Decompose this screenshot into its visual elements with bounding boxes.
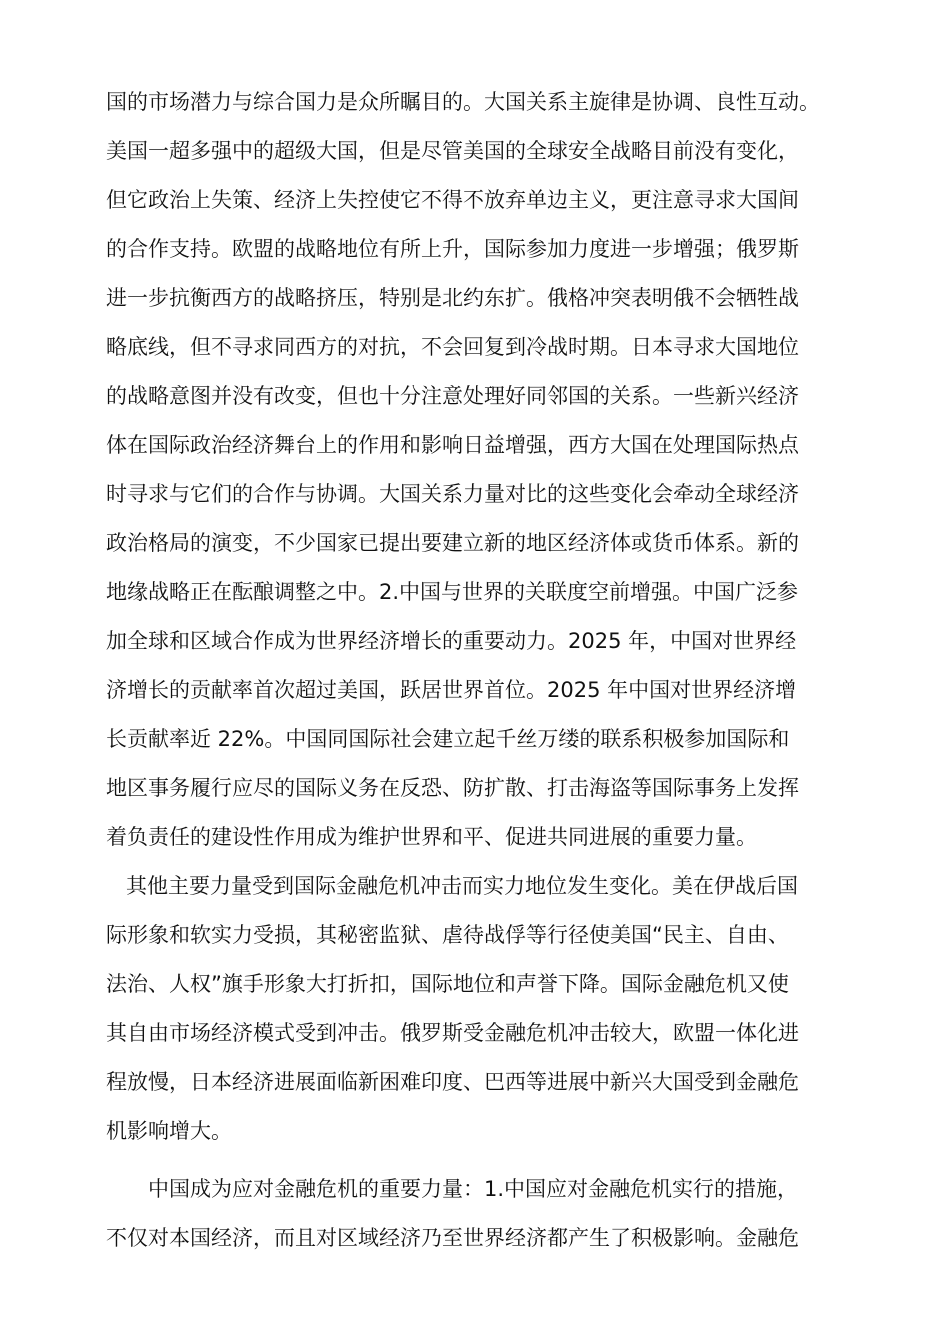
text-line: 政治格局的演变，不少国家已提出要建立新的地区经济体或货币体系。新的 <box>106 531 799 555</box>
paragraph-first-line: 中国成为应对金融危机的重要力量：1.中国应对金融危机实行的措施， <box>148 1177 799 1201</box>
text-line: 济增长的贡献率首次超过美国，跃居世界首位。2025 年中国对世界经济增 <box>106 678 797 702</box>
text-line: 的合作支持。欧盟的战略地位有所上升，国际参加力度进一步增强；俄罗斯 <box>106 237 799 261</box>
text-line: 程放慢，日本经济进展面临新困难印度、巴西等进展中新兴大国受到金融危 <box>106 1070 799 1094</box>
paragraph-first-line: 其他主要力量受到国际金融危机冲击而实力地位发生变化。美在伊战后国 <box>126 874 798 898</box>
text-line: 际形象和软实力受损，其秘密监狱、虐待战俘等行径使美国“民主、自由、 <box>106 923 789 947</box>
text-line: 体在国际政治经济舞台上的作用和影响日益增强，西方大国在处理国际热点 <box>106 433 799 457</box>
text-line: 地缘战略正在酝酿调整之中。2.中国与世界的关联度空前增强。中国广泛参 <box>106 580 799 604</box>
text-line: 略底线，但不寻求同西方的对抗，不会回复到冷战时期。日本寻求大国地位 <box>106 335 799 359</box>
text-line: 机影响增大。 <box>106 1119 232 1143</box>
text-line: 长贡献率近 22%。中国同国际社会建立起千丝万缕的联系积极参加国际和 <box>106 727 790 751</box>
text-line: 地区事务履行应尽的国际义务在反恐、防扩散、打击海盗等国际事务上发挥 <box>106 776 799 800</box>
text-line: 国的市场潜力与综合国力是众所瞩目的。大国关系主旋律是协调、良性互动。 <box>106 90 820 114</box>
text-line: 不仅对本国经济，而且对区域经济乃至世界经济都产生了积极影响。金融危 <box>106 1226 799 1250</box>
text-line: 美国一超多强中的超级大国，但是尽管美国的全球安全战略目前没有变化， <box>106 139 799 163</box>
text-line: 进一步抗衡西方的战略挤压，特别是北约东扩。俄格冲突表明俄不会牺牲战 <box>106 286 799 310</box>
text-line: 时寻求与它们的合作与协调。大国关系力量对比的这些变化会牵动全球经济 <box>106 482 799 506</box>
text-line: 着负责任的建设性作用成为维护世界和平、促进共同进展的重要力量。 <box>106 825 757 849</box>
text-line: 但它政治上失策、经济上失控使它不得不放弃单边主义，更注意寻求大国间 <box>106 188 799 212</box>
text-line: 的战略意图并没有改变，但也十分注意处理好同邻国的关系。一些新兴经济 <box>106 384 799 408</box>
text-line: 加全球和区域合作成为世界经济增长的重要动力。2025 年，中国对世界经 <box>106 629 797 653</box>
text-line: 其自由市场经济模式受到冲击。俄罗斯受金融危机冲击较大，欧盟一体化进 <box>106 1021 799 1045</box>
text-line: 法治、人权”旗手形象大打折扣，国际地位和声誉下降。国际金融危机又使 <box>106 972 789 996</box>
